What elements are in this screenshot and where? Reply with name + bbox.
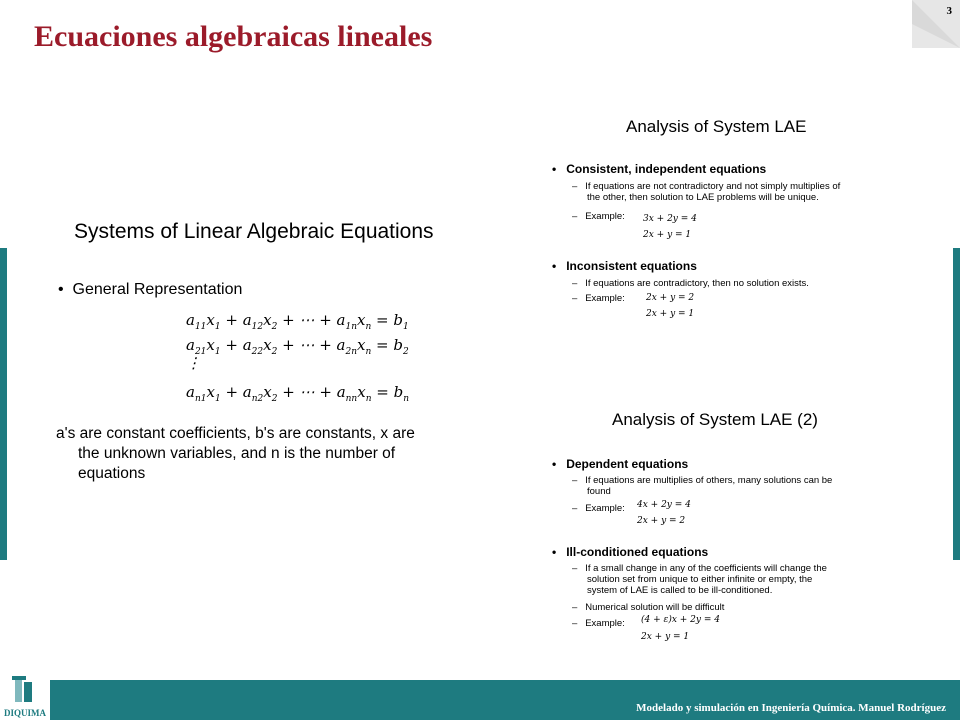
right-side-bar (953, 248, 960, 560)
inconsistent-bullet-text: Inconsistent equations (566, 259, 697, 273)
ill-conditioned-sub: – If a small change in any of the coefficients will change the solution set from unique to either infinite or empty, the system of LAE is called to be ill-conditioned. (572, 563, 827, 596)
inconsistent-example-label: – Example: (572, 293, 625, 304)
paragraph-line-1: a's are constant coefficients, b's are constants, x are (56, 425, 415, 442)
definition-paragraph (56, 424, 466, 484)
consistent-example-eq2: 2x + y = 1 (643, 230, 692, 240)
equation-row-2: $a_{21}x_1 + a_{22}x_2$ + ⋯ + $a_{2n}x_n = b_2$ (186, 336, 409, 357)
footer-bar (0, 680, 960, 720)
left-panel-title: Systems of Linear Algebraic Equations (74, 220, 434, 243)
ill-conditioned-bullet: • Ill-conditioned equations (552, 545, 709, 559)
paragraph-line-3: equations (78, 465, 146, 482)
ill-example-eq2: 2x + y = 1 (641, 632, 690, 642)
dependent-example-eq2: 2x + y = 2 (637, 516, 686, 526)
inconsistent-sub: – If equations are contradictory, then no solution exists. (572, 278, 809, 289)
page-number: 3 (946, 5, 952, 17)
inconsistent-bullet: • Inconsistent equations (552, 259, 697, 273)
footer-text: Modelado y simulación en Ingeniería Química. Manuel Rodríguez (636, 702, 946, 714)
dependent-example-label: – Example: (572, 503, 625, 514)
dependent-bullet-text: Dependent equations (566, 457, 689, 471)
numerical-sub: – Numerical solution will be difficult (572, 602, 725, 613)
consistent-example-eq1: 3x + 2y = 4 (643, 214, 697, 224)
ill-example-eq1: (4 + ε)x + 2y = 4 (641, 615, 720, 625)
equation-row-1: $a_{11}x_1 + a_{12}x_2$ + ⋯ + $a_{1n}x_n = b_1$ (186, 311, 409, 332)
diquima-logo-icon (0, 672, 50, 708)
paragraph-line-2: the unknown variables, and n is the number of (78, 445, 396, 462)
left-bullet-text: General Representation (72, 281, 243, 298)
consistent-bullet-text: Consistent, independent equations (566, 162, 767, 176)
inconsistent-example-eq2: 2x + y = 1 (646, 309, 695, 319)
page-corner-fold-icon (912, 0, 960, 48)
equation-vdots: ⋮ (186, 354, 201, 372)
logo-label: DIQUIMA (4, 708, 46, 718)
bullet-dot-icon: • (58, 281, 73, 298)
inconsistent-example-eq1: 2x + y = 2 (646, 293, 695, 303)
ill-conditioned-bullet-text: Ill-conditioned equations (566, 545, 709, 559)
left-bullet (58, 281, 242, 299)
equation-row-n: $a_{n1}x_1 + a_{n2}x_2$ + ⋯ + $a_{nn}x_n = b_n$ (186, 383, 410, 404)
slide-title: Ecuaciones algebraicas lineales (34, 20, 433, 53)
ill-example-label: – Example: (572, 618, 625, 629)
left-side-bar (0, 248, 7, 560)
right-top-title: Analysis of System LAE (626, 117, 807, 136)
dependent-sub: – If equations are multiplies of others, many solutions can be found (572, 475, 833, 497)
dependent-bullet: • Dependent equations (552, 457, 689, 471)
consistent-example-label: – Example: (572, 211, 625, 222)
consistent-bullet: • Consistent, independent equations (552, 162, 767, 176)
right-bottom-title: Analysis of System LAE (2) (612, 410, 818, 429)
consistent-sub: – If equations are not contradictory and not simply multiplies of the other, then solution to LAE problems will be unique. (572, 181, 841, 203)
dependent-example-eq1: 4x + 2y = 4 (637, 500, 691, 510)
